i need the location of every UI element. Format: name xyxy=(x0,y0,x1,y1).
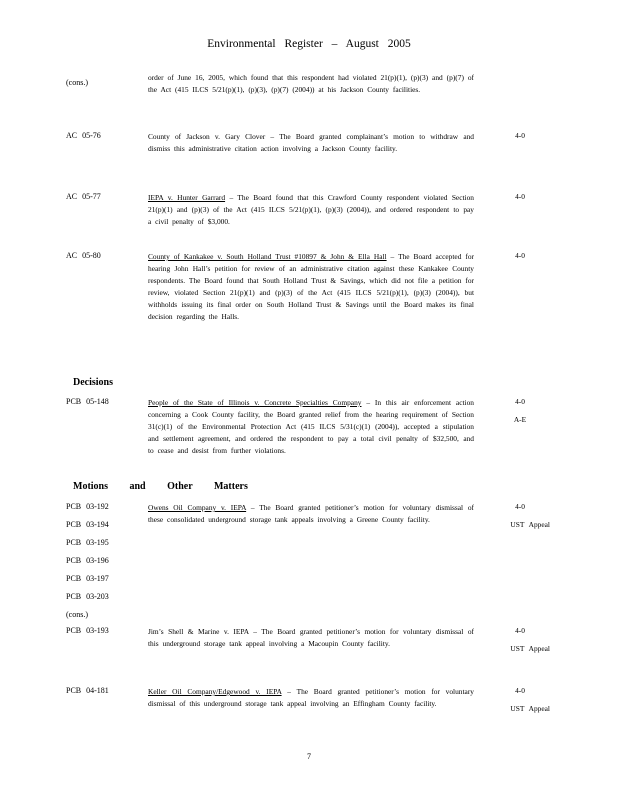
case-number: PCB 03-192 xyxy=(66,502,109,511)
case-parties: IEPA v. Hunter Garrard xyxy=(148,193,226,202)
case-number: PCB 03-196 xyxy=(66,556,109,565)
case-number: (cons.) xyxy=(66,78,88,87)
vote-count: 4-0 xyxy=(515,251,525,260)
entry-text: County of Kankakee v. South Holland Trust #10897 & John & Ella Hall – The Board accepted for hearing John Hall’s petition for review of an administrative citation against these Kankakee County respondents. The Board found that South Holland Trust & Savings, which did not file a petition for review, violated Section 21(p)(1) and (p)(3) of the Act (415 ILCS 5/21(p)(1), (p)(3) (2004)), but withholds issuing its final order on South Holland Trust & Savings until the Board makes its final decision regarding the Halls. xyxy=(148,252,474,321)
vote-count: 4-0 xyxy=(515,131,525,140)
case-parties: County of Kankakee v. South Holland Trust #10897 & John & Ella Hall xyxy=(148,252,387,261)
vote-count: 4-0 xyxy=(515,502,525,511)
case-number: PCB 03-195 xyxy=(66,538,109,547)
case-number: PCB 03-203 xyxy=(66,592,109,601)
case-number: PCB 04-181 xyxy=(66,686,109,695)
case-number: PCB 03-193 xyxy=(66,626,109,635)
vote-count: 4-0 xyxy=(515,397,525,406)
entry-text: County of Jackson v. Gary Clover – The Board granted complainant’s motion to withdraw and dismiss this administrative citation action involving a Jackson County facility. xyxy=(148,132,474,153)
case-number: AC 05-77 xyxy=(66,192,101,201)
category-tag: UST Appeal xyxy=(510,644,550,653)
case-number: PCB 03-194 xyxy=(66,520,109,529)
category-tag: UST Appeal xyxy=(510,520,550,529)
case-number: PCB 03-197 xyxy=(66,574,109,583)
entry-text: Owens Oil Company v. IEPA – The Board granted petitioner’s motion for voluntary dismissal of these consolidated underground storage tank appeals involving a Greene County facility. xyxy=(148,503,474,524)
entry-text: IEPA v. Hunter Garrard – The Board found that this Crawford County respondent violated Section 21(p)(1) and (p)(3) of the Act (415 ILCS 5/21(p)(1), (p)(3) (2004)), and ordered respondent to pay a civil penalty of $3,000. xyxy=(148,193,474,226)
entry-text: order of June 16, 2005, which found that this respondent had violated 21(p)(1), (p)(3) and (p)(7) of the Act (415 ILCS 5/21(p)(1), (p)(3), (p)(7) (2004)) at his Jackson County facilities. xyxy=(148,73,474,94)
case-number: PCB 05-148 xyxy=(66,397,109,406)
case-number: (cons.) xyxy=(66,610,88,619)
case-number: AC 05-76 xyxy=(66,131,101,140)
case-number: AC 05-80 xyxy=(66,251,101,260)
case-parties: Owens Oil Company v. IEPA xyxy=(148,503,247,512)
category-tag: UST Appeal xyxy=(510,704,550,713)
entry-text: Jim’s Shell & Marine v. IEPA – The Board granted petitioner’s motion for voluntary dismissal of this underground storage tank appeal involving a Macoupin County facility. xyxy=(148,627,474,648)
case-parties: Keller Oil Company/Edgewood v. IEPA xyxy=(148,687,282,696)
page-header: Environmental Register – August 2005 xyxy=(207,38,411,50)
vote-count: 4-0 xyxy=(515,686,525,695)
section-heading-decisions: Decisions xyxy=(73,377,113,388)
vote-count: 4-0 xyxy=(515,626,525,635)
case-number-list xyxy=(66,502,109,628)
entry-text: People of the State of Illinois v. Concrete Specialties Company – In this air enforcement action concerning a Cook County facility, the Board granted relief from the hearing requirement of Section 31(c)(1) of the Environmental Protection Act (415 ILCS 5/31(c)(1) (2004)), accepted a stipulation and settlement agreement, and ordered the respondent to pay a total civil penalty of $32,500, and to cease and desist from further violations. xyxy=(148,398,474,455)
section-heading-motions: Motions and Other Matters xyxy=(73,481,248,492)
page-number: 7 xyxy=(307,752,311,761)
case-parties: People of the State of Illinois v. Concrete Specialties Company xyxy=(148,398,362,407)
vote-count: 4-0 xyxy=(515,192,525,201)
category-tag: A-E xyxy=(513,415,527,424)
entry-text: Keller Oil Company/Edgewood v. IEPA – The Board granted petitioner’s motion for voluntary dismissal of this underground storage tank appeal involving an Effingham County facility. xyxy=(148,687,474,708)
